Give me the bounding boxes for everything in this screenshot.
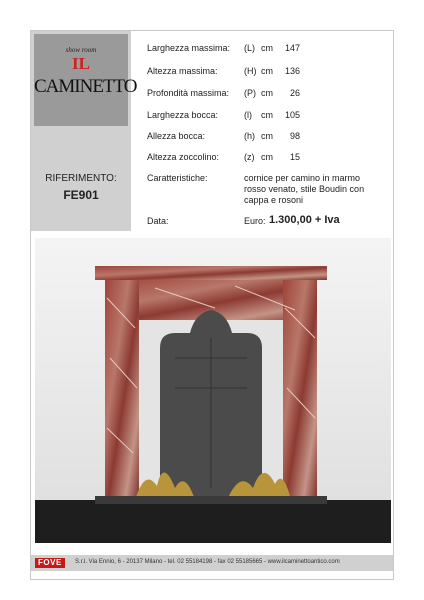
spec-value: 105	[284, 110, 300, 120]
spec-label: Larghezza bocca:	[147, 110, 219, 120]
spec-label: Altezza massima:	[147, 66, 218, 76]
spec-abbr: (L)	[244, 43, 255, 53]
spec-label: Allezza bocca:	[147, 131, 206, 141]
fireplace-illustration	[35, 238, 391, 543]
price-value: 1.300,00 + Iva	[269, 214, 340, 226]
spec-abbr: (l)	[244, 110, 252, 120]
spec-unit: cm	[261, 131, 273, 141]
price-currency: Euro:	[244, 216, 266, 226]
spec-value: 15	[289, 152, 300, 162]
spec-label: Larghezza massima:	[147, 43, 231, 53]
spec-unit: cm	[261, 88, 273, 98]
features-label: Caratteristiche:	[147, 173, 208, 183]
reference-code: FE901	[63, 188, 99, 202]
footer	[31, 555, 393, 571]
logo-il: IL	[72, 54, 90, 73]
spec-abbr: (P)	[244, 88, 256, 98]
spec-value: 98	[289, 131, 300, 141]
spec-value: 26	[289, 88, 300, 98]
logo	[34, 34, 137, 126]
spec-unit: cm	[261, 43, 273, 53]
features-text: cornice per camino in marmo rosso venato, stile Boudin con cappa e rosoni	[244, 173, 365, 205]
reference-label: RIFERIMENTO:	[45, 173, 117, 184]
footer-brand: FOVE	[35, 558, 65, 568]
spec-unit: cm	[261, 110, 273, 120]
spec-label: Altezza zoccolino:	[147, 152, 220, 162]
price-label: Data:	[147, 216, 169, 226]
spec-abbr: (h)	[244, 131, 255, 141]
product-photo	[35, 238, 391, 543]
footer-contact: S.r.l. Via Ennio, 6 - 20137 Milano - tel. 02 55184198 - fax 02 55185665 - www.ilcaminettoantico.com	[75, 559, 340, 565]
spec-abbr: (H)	[244, 66, 257, 76]
spec-abbr: (z)	[244, 152, 255, 162]
spec-value: 136	[284, 66, 300, 76]
logo-tagline: show room	[65, 46, 97, 54]
spec-unit: cm	[261, 66, 273, 76]
spec-value: 147	[284, 43, 300, 53]
spec-unit: cm	[261, 152, 273, 162]
logo-name: CAMINETTO	[34, 76, 137, 97]
spec-label: Profondità massima:	[147, 88, 230, 98]
